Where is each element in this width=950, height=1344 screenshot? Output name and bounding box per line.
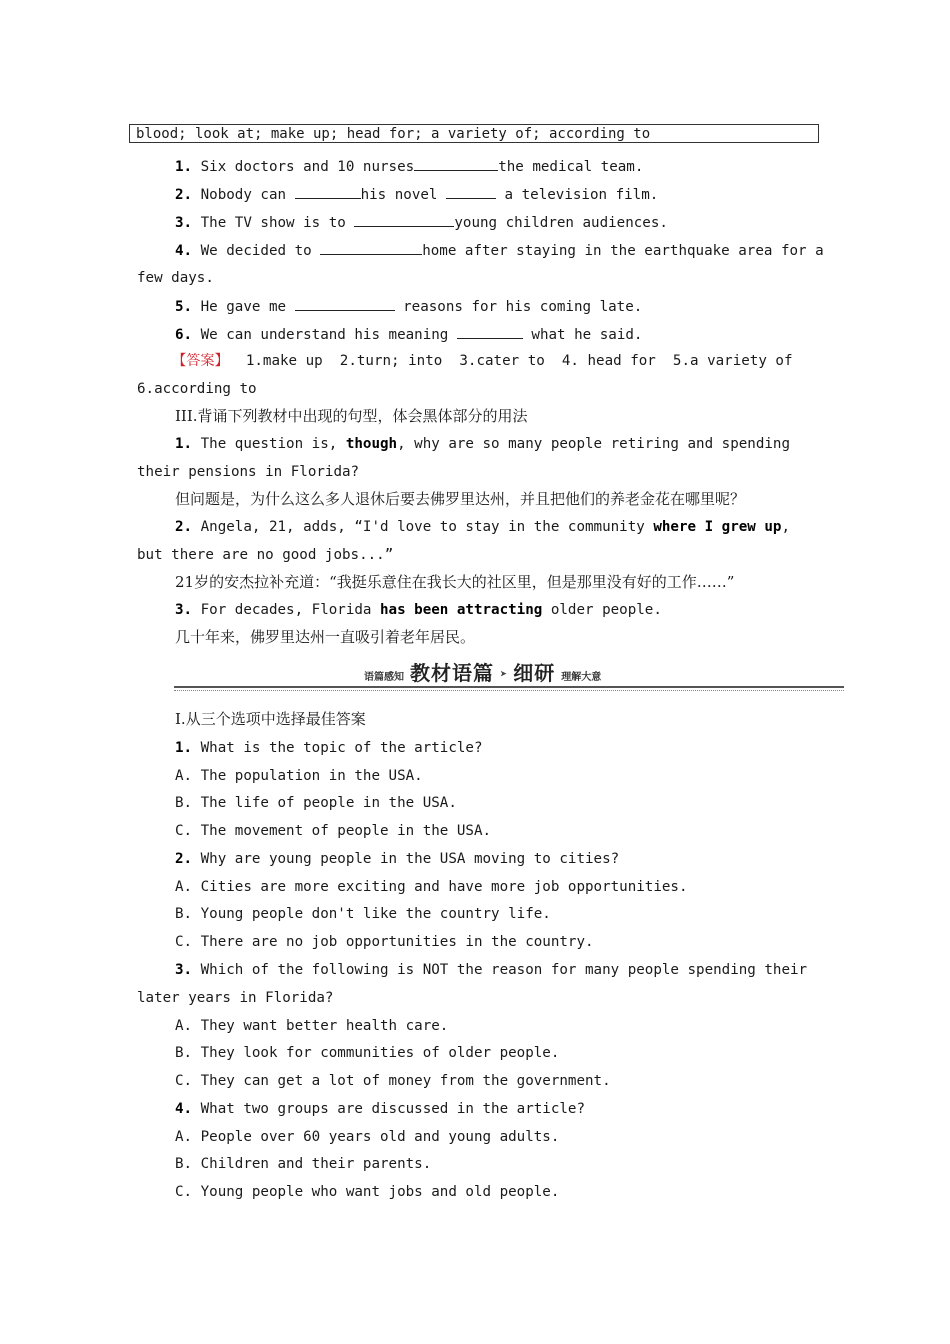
section-banner (174, 662, 844, 692)
fill-blank-q2: 2. Nobody can his novel a television film. (175, 184, 658, 205)
sentence-1-cont: their pensions in Florida? (137, 464, 360, 480)
answer-blank (354, 212, 454, 227)
mc-q3-option-a: A. They want better health care. (175, 1018, 449, 1034)
fill-blank-q4: 4. We decided to home after staying in the earthquake area for a (175, 240, 824, 261)
mc-question-3-cont: later years in Florida? (137, 990, 334, 1006)
mc-q4-option-b: B. Children and their parents. (175, 1156, 432, 1172)
mc-q2-option-b: B. Young people don't like the country life. (175, 906, 551, 922)
mc-question-4: 4. What two groups are discussed in the article? (175, 1101, 586, 1117)
answer-blank (414, 156, 498, 171)
fill-blank-q4-cont: few days. (137, 270, 214, 286)
mc-q4-option-a: A. People over 60 years old and young adults. (175, 1129, 560, 1145)
mc-q3-option-b: B. They look for communities of older people. (175, 1045, 560, 1061)
answer-line-cont: 6.according to (137, 381, 257, 397)
mc-q3-option-c: C. They can get a lot of money from the government. (175, 1073, 611, 1089)
banner-rule (174, 686, 844, 688)
banner-title-group (364, 662, 601, 686)
mc-q1-option-a: A. The population in the USA. (175, 768, 423, 784)
answer-blank (320, 240, 422, 255)
mc-question-2: 2. Why are young people in the USA moving to cities? (175, 851, 620, 867)
banner-right-label: 理解大意 (561, 672, 602, 683)
answer-blank (295, 184, 361, 199)
sentence-3-translation: 几十年来，佛罗里达州一直吸引着老年居民。 (175, 628, 476, 646)
banner-title-main: 教材语篇 (410, 661, 494, 685)
answer-blank (457, 324, 523, 339)
mc-q2-option-c: C. There are no job opportunities in the country. (175, 934, 594, 950)
sentence-2-cont: but there are no good jobs...” (137, 547, 394, 563)
sentence-1-translation: 但问题是，为什么这么多人退休后要去佛罗里达州，并且把他们的养老金花在哪里呢？ (175, 490, 746, 508)
sentence-3: 3. For decades, Florida has been attracting older people. (175, 602, 662, 618)
answer-blank (446, 184, 496, 199)
fill-blank-q3: 3. The TV show is to young children audiences. (175, 212, 668, 233)
sentence-2-translation: 21岁的安杰拉补充道：“我挺乐意住在我长大的社区里，但是那里没有好的工作……” (175, 573, 735, 591)
sentence-1: 1. The question is, though, why are so many people retiring and spending (175, 436, 791, 452)
answer-label: 【答案】 (172, 353, 229, 369)
banner-title-sub: 细研 (513, 661, 556, 685)
mc-question-3: 3. Which of the following is NOT the reason for many people spending their (175, 962, 808, 978)
sentence-2: 2. Angela, 21, adds, “I'd love to stay in the community where I grew up, (175, 519, 791, 535)
answer-line: 【答案】 1.make up 2.turn; into 3.cater to 4. head for 5.a variety of (172, 353, 793, 369)
mc-q2-option-a: A. Cities are more exciting and have more job opportunities. (175, 879, 688, 895)
fill-blank-q1: 1. Six doctors and 10 nurses the medical team. (175, 156, 643, 177)
section-3-heading: III.背诵下列教材中出现的句型，体会黑体部分的用法 (175, 407, 528, 425)
mc-question-1: 1. What is the topic of the article? (175, 740, 483, 756)
mc-q4-option-c: C. Young people who want jobs and old people. (175, 1184, 560, 1200)
fill-blank-q6: 6. We can understand his meaning what he said. (175, 324, 642, 345)
word-bank-box: blood; look at; make up; head for; a variety of; according to (129, 124, 819, 143)
fill-blank-q5: 5. He gave me reasons for his coming late. (175, 296, 642, 317)
section-1-heading: Ⅰ.从三个选项中选择最佳答案 (175, 710, 366, 728)
mc-q1-option-c: C. The movement of people in the USA. (175, 823, 492, 839)
mc-q1-option-b: B. The life of people in the USA. (175, 795, 457, 811)
chevron-right-icon: ➤ (500, 667, 508, 681)
answer-blank (295, 296, 395, 311)
banner-dotted-rule (174, 690, 844, 691)
banner-left-label: 语篇感知 (364, 672, 404, 683)
